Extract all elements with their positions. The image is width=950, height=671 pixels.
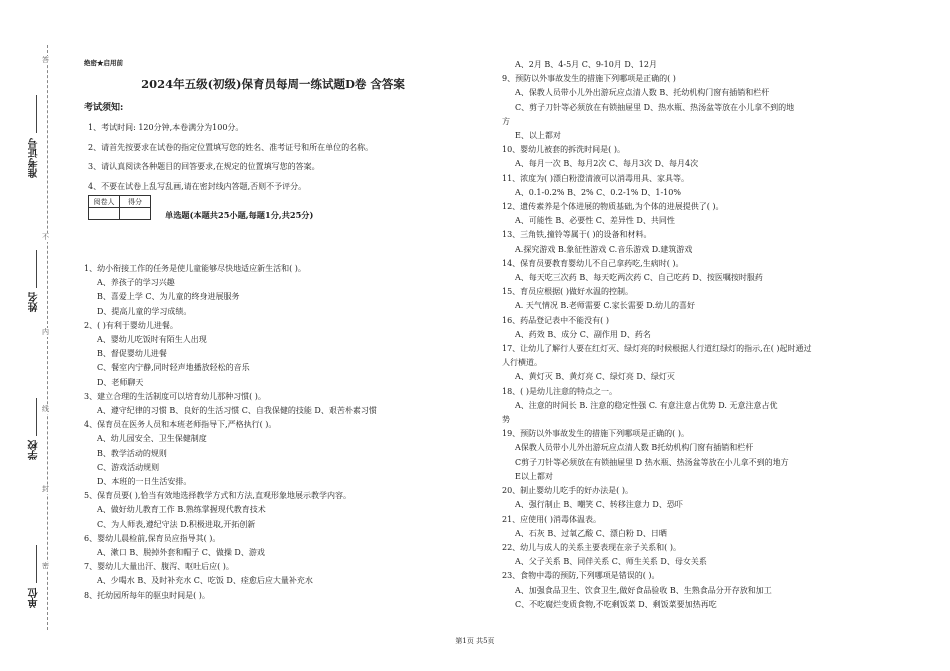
seal-char-5: 封 xyxy=(42,485,49,493)
question-line: 5、保育员要( ),恰当有效地选择教学方式和方法,直观形象地展示教学内容。 xyxy=(84,491,351,501)
answer-option-line: A、漱口 B、脱掉外套和帽子 C、做操 D、游戏 xyxy=(97,548,265,558)
exam-title: 2024年五级(初级)保育员每周一练试题D卷 含答案 xyxy=(141,77,405,91)
answer-option-line: B、喜爱上学 C、为儿童的终身进展服务 xyxy=(97,292,240,302)
answer-option-line: A、强行制止 B、嘲笑 C、转移注意力 D、恐吓 xyxy=(515,500,683,510)
answer-option-line: D、老师聊天 xyxy=(97,377,144,387)
answer-option-line: D、提高儿童的学习成绩。 xyxy=(97,306,192,316)
answer-option-line: A保教人员带小儿外出游玩应点清人数 B托幼机构门窗有插销和栏杆 xyxy=(515,443,754,453)
answer-option-line: A、注意的时间长 B. 注意的稳定性强 C. 有意注意占优势 D. 无意注意占优 xyxy=(515,400,778,410)
binding-strip xyxy=(0,0,75,671)
seal-char-6: 密 xyxy=(42,562,49,570)
seal-char-1: 答 xyxy=(42,56,49,64)
answer-option-line: B、教学活动的规则 xyxy=(97,448,167,458)
question-line: 人行横道。 xyxy=(502,358,542,368)
unit-label: 单位 xyxy=(29,588,40,608)
notice-heading: 考试须知: xyxy=(84,103,124,113)
notice-item: 1、考试时间: 120分钟,本卷满分为100分。 xyxy=(88,123,244,132)
school-label: 学校 xyxy=(29,440,40,460)
answer-option-line: A、石灰 B、过氧乙酸 C、漂白粉 D、日晒 xyxy=(515,528,667,538)
question-line: 16、药品登记表中不能没有( ) xyxy=(502,315,609,325)
answer-option-line: A、少喝水 B、及时补充水 C、吃饭 D、痊愈后应大量补充水 xyxy=(97,576,313,586)
answer-option-line: E以上都对 xyxy=(515,471,553,481)
question-line: 9、预防以外事故发生的措施下列哪项是正确的( ) xyxy=(502,74,676,84)
notice-item: 4、不要在试卷上乱写乱画,请在密封线内答题,否则不予评分。 xyxy=(88,181,307,191)
question-line: 1、幼小衔接工作的任务是使儿童能够尽快地适应新生活和( )。 xyxy=(84,264,306,273)
school-blank[interactable] xyxy=(36,398,37,436)
question-line: 13、三角铁,撞铃等属于( )的设备和材料。 xyxy=(502,230,652,240)
answer-option-line: A、药效 B、成分 C、副作用 D、药名 xyxy=(515,329,651,339)
question-line: 4、保育员在医务人员和本班老师指导下,严格执行( )。 xyxy=(84,420,277,430)
answer-option-line: C、为人师表,遵纪守法 D.积极进取,开拓创新 xyxy=(97,519,256,529)
notice-list xyxy=(88,118,373,196)
seal-char-2: 不 xyxy=(42,233,49,241)
answer-option-line: A、婴幼儿吃饭时有陌生人出现 xyxy=(97,335,207,345)
question-line: 19、预防以外事故发生的措施下列哪项是正确的( )。 xyxy=(502,429,689,439)
right-question-column xyxy=(502,58,912,612)
answer-option-line: A、黄灯灭 B、黄灯亮 C、绿灯亮 D、绿灯灭 xyxy=(515,372,675,382)
answer-option-line: C、游戏活动规则 xyxy=(97,462,160,472)
ticket-number-blank[interactable] xyxy=(36,95,37,133)
question-line: 21、应使用( )消毒体温表。 xyxy=(502,514,601,524)
question-line: 20、制止婴幼儿吃手的好办法是( )。 xyxy=(502,486,633,496)
answer-option-line: A、每天吃三次药 B、每天吃两次药 C、自己吃药 D、按医嘱按时服药 xyxy=(515,273,763,283)
answer-option-line: A、做好幼儿教育工作 B.熟练掌握现代教育技术 xyxy=(97,505,266,515)
unit-blank[interactable] xyxy=(36,545,37,583)
score-label: 得分 xyxy=(120,196,151,208)
question-line: 方 xyxy=(502,116,510,126)
answer-option-line: C剪子刀针等必须放在有锁抽屉里 D 热水瓶、热汤盆等放在小儿拿不到的地方 xyxy=(515,457,789,467)
question-line: 15、育员应根据( )做好水温的控制。 xyxy=(502,287,633,297)
question-line: 2、( )有利于婴幼儿进餐。 xyxy=(84,320,178,330)
answer-option-line: A、父子关系 B、同伴关系 C、师生关系 D、母女关系 xyxy=(515,557,707,567)
answer-option-line: A、每月一次 B、每月2次 C、每月3次 D、每月4次 xyxy=(515,159,699,169)
answer-option-line: A、0.1-0.2% B、2% C、0.2-1% D、1-10% xyxy=(515,187,681,197)
seal-char-4: 线 xyxy=(42,405,49,413)
answer-option-line: A、可能性 B、必要性 C、差异性 D、共同性 xyxy=(515,216,675,226)
secret-label: 绝密★启用前 xyxy=(84,59,123,67)
question-line: 势 xyxy=(502,415,510,425)
grader-label: 阅卷人 xyxy=(89,196,120,208)
question-line: 12、遗传素养是个体进展的物质基础,为个体的进展提供了( )。 xyxy=(502,202,724,212)
answer-option-line: A、加强食品卫生、饮食卫生,做好食品验收 B、生熟食品分开存放和加工 xyxy=(515,585,772,595)
answer-option-line: A.探究游戏 B.象征性游戏 C.音乐游戏 D.建筑游戏 xyxy=(515,244,693,254)
notice-item: 2、请首先按要求在试卷的指定位置填写您的姓名、准考证号和所在单位的名称。 xyxy=(88,142,374,152)
seal-char-3: 内 xyxy=(42,328,49,336)
ticket-number-label: 准考证号 xyxy=(29,138,40,178)
answer-option-line: C、不吃腐烂变质食物,不吃剩饭菜 D、剩饭菜要加热再吃 xyxy=(515,599,717,609)
answer-option-line: A. 天气情况 B.老师需要 C.家长需要 D.幼儿的喜好 xyxy=(515,301,695,311)
question-line: 7、婴幼儿大量出汗、腹泻、呕吐后应( )。 xyxy=(84,562,234,572)
answer-option-line: A、遵守纪律的习惯 B、良好的生活习惯 C、自我保健的技能 D、艰苦朴素习惯 xyxy=(97,406,377,416)
question-line: 23、食物中毒的预防,下列哪项是错误的( )。 xyxy=(502,571,660,581)
question-line: 14、保育员要教育婴幼儿不自己拿药吃,生病时( )。 xyxy=(502,258,684,268)
answer-option-line: A、2月 B、4-5月 C、9-10月 D、12月 xyxy=(515,60,657,69)
left-question-column xyxy=(84,262,462,603)
answer-option-line: E、以上都对 xyxy=(515,131,561,141)
name-blank[interactable] xyxy=(36,250,37,288)
answer-option-line: A、养孩子的学习兴趣 xyxy=(97,278,175,288)
answer-option-line: B、督促婴幼儿进餐 xyxy=(97,349,167,359)
seal-line xyxy=(47,45,48,630)
answer-option-line: A、幼儿园安全、卫生保健制度 xyxy=(97,434,207,444)
answer-option-line: C、餐室内宁静,同时轻声地播放轻松的音乐 xyxy=(97,363,250,373)
question-line: 6、婴幼儿晨检前,保育员应指导其( )。 xyxy=(84,533,221,543)
question-line: 10、婴幼儿被套的拆洗时间是( )。 xyxy=(502,145,625,155)
notice-item: 3、请认真阅读各种题目的回答要求,在规定的位置填写您的答案。 xyxy=(88,162,320,171)
question-line: 11、浓度为( )漂白粉澄清液可以消毒用具、家具等。 xyxy=(502,173,689,183)
answer-option-line: A、保教人员带小儿外出游玩应点清人数 B、托幼机构门窗有插销和栏杆 xyxy=(515,88,770,98)
score-box xyxy=(88,195,151,220)
answer-option-line: D、本班的一日生活安排。 xyxy=(97,477,192,487)
question-line: 3、建立合理的生活制度可以培育幼儿那种习惯( )。 xyxy=(84,391,266,401)
question-line: 17、让幼儿了解行人要在红灯灭、绿灯亮的时候根据人行道红绿灯的指示,在( )起时通过 xyxy=(502,344,812,354)
page-number: 第1页 共5页 xyxy=(455,637,495,645)
answer-option-line: C、剪子刀针等必须放在有锁抽屉里 D、热水瓶、热汤盆等放在小儿拿不到的地 xyxy=(515,102,795,112)
question-line: 22、幼儿与成人的关系主要表现在亲子关系和( )。 xyxy=(502,542,681,552)
name-label: 姓名 xyxy=(29,292,40,312)
grader-cell[interactable] xyxy=(89,208,120,220)
question-line: 8、托幼园所每年的驱虫时间是( )。 xyxy=(84,590,210,600)
section-heading: 单选题(本题共25小题,每题1分,共25分) xyxy=(165,210,314,220)
score-cell[interactable] xyxy=(120,208,151,220)
question-line: 18、( )是幼儿注意的特点之一。 xyxy=(502,386,617,396)
